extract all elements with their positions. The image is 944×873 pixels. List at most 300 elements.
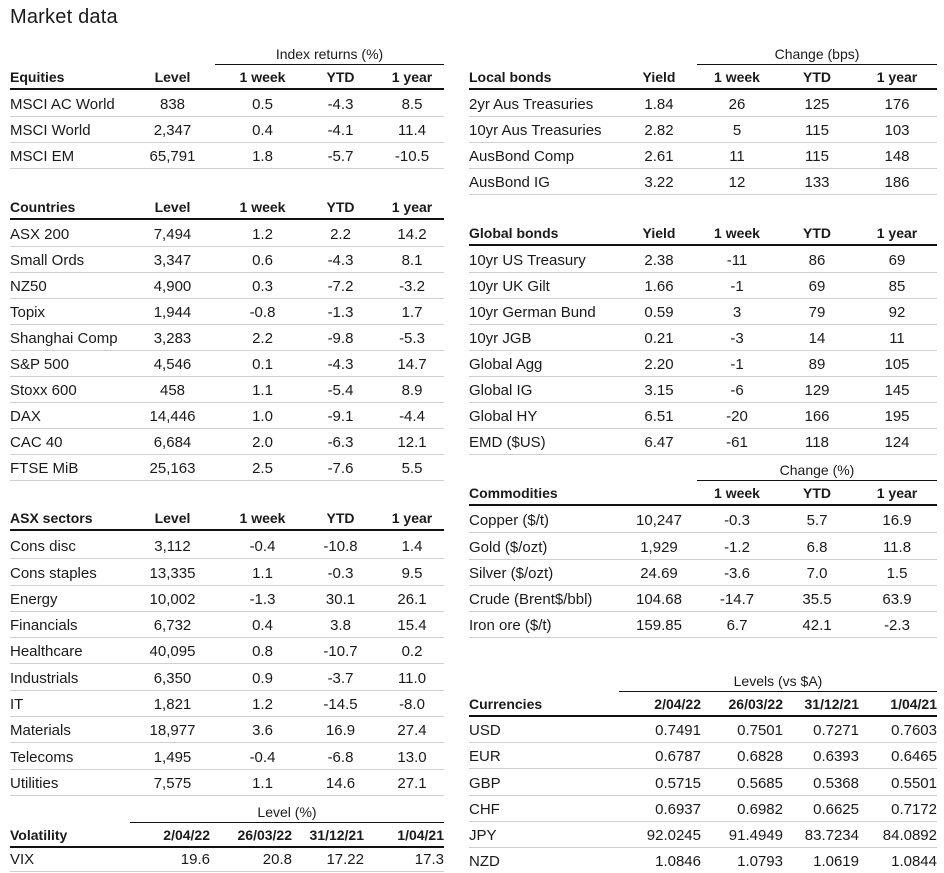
column-header [619, 482, 699, 504]
table-row [469, 143, 937, 169]
table-cell: 0.6625 [813, 800, 859, 818]
column-group-label: Level (%) [130, 803, 444, 823]
row-label: IT [10, 696, 24, 714]
table-cell: 30.1 [325, 590, 356, 608]
table-cell: 25,163 [149, 460, 196, 477]
table-cell: 0.1 [252, 356, 273, 373]
table-row [10, 221, 444, 247]
table-cell: -4.3 [327, 252, 354, 269]
table-row [469, 533, 937, 559]
table-cell: -1 [730, 278, 744, 295]
row-label: EUR [469, 748, 501, 766]
column-group-label: Levels (vs $A) [619, 672, 937, 692]
table-cell: 3,347 [153, 252, 192, 269]
table-cell: 3.22 [644, 174, 674, 191]
table-cell: 125 [804, 96, 830, 113]
table-cell: 11 [729, 148, 745, 165]
table-cell: 65,791 [149, 148, 196, 165]
table-row [10, 429, 444, 455]
table-cell: 27.1 [397, 774, 427, 792]
table-row [10, 299, 444, 325]
table-header [10, 824, 444, 848]
table-cell: 1.66 [644, 278, 674, 295]
table-cell: 92.0245 [646, 826, 701, 844]
table-cell: 20.8 [262, 851, 292, 868]
column-header: 1 year [391, 510, 433, 526]
table-row [10, 117, 444, 143]
table-cell: 7,575 [153, 774, 192, 792]
section-title: Global bonds [469, 225, 559, 241]
table-cell: 104.68 [636, 591, 682, 609]
column-header: 2/04/22 [163, 827, 210, 843]
row-label: Gold ($/ozt) [469, 538, 548, 556]
table-cell: -3.6 [724, 564, 750, 582]
row-label: CAC 40 [10, 434, 63, 451]
column-header: 1 week [239, 510, 286, 526]
table-cell: 103 [884, 122, 910, 139]
table-cell: 0.5715 [655, 774, 701, 792]
table-cell: -4.4 [399, 408, 425, 425]
column-group-label: Index returns (%) [215, 45, 444, 65]
table-cell: 0.5501 [891, 774, 937, 792]
table-row [469, 507, 937, 533]
table-cell: 145 [884, 382, 910, 399]
table-row [469, 822, 937, 848]
column-header: YTD [803, 485, 831, 501]
table-row [469, 743, 937, 769]
row-label: 10yr JGB [469, 330, 532, 347]
section-title: ASX sectors [10, 510, 93, 526]
column-header: 2/04/22 [654, 696, 701, 712]
table-cell: 17.22 [326, 851, 364, 868]
row-label: Cons staples [10, 564, 97, 582]
table-cell: 11.8 [882, 538, 912, 556]
table-cell: 115 [805, 122, 829, 139]
table-cell: 195 [884, 408, 910, 425]
table-cell: -14.5 [323, 696, 358, 714]
table-row [10, 559, 444, 585]
table-cell: -0.3 [724, 512, 750, 530]
table-cell: 24.69 [640, 564, 678, 582]
table-cell: 14.7 [397, 356, 427, 373]
table-cell: 16.9 [882, 512, 912, 530]
table-cell: 26.1 [397, 590, 427, 608]
table-cell: -10.8 [323, 538, 358, 556]
table-cell: 838 [159, 96, 186, 113]
column-header: YTD [326, 69, 355, 85]
table-cell: 85 [888, 278, 906, 295]
table-cell: 1.0 [252, 408, 273, 425]
table-cell: 11.0 [397, 669, 427, 687]
table-cell: -6 [730, 382, 744, 399]
table-cell: 1,944 [153, 304, 192, 321]
row-label: Copper ($/t) [469, 512, 550, 530]
row-label: DAX [10, 408, 41, 425]
table-cell: 3,283 [153, 330, 192, 347]
row-label: MSCI EM [10, 148, 75, 165]
table-cell: 1.7 [401, 304, 423, 321]
table-cell: 6.7 [726, 617, 748, 635]
table-cell: 1.0846 [655, 853, 701, 871]
table-cell: 186 [884, 174, 910, 191]
table-cell: 13,335 [149, 564, 196, 582]
table-cell: 2.5 [252, 460, 273, 477]
table-row [10, 143, 444, 169]
table-cell: 0.8 [252, 643, 273, 661]
row-label: GBP [469, 774, 501, 792]
table-row [469, 117, 937, 143]
table-cell: 11 [889, 330, 905, 347]
table-header [469, 482, 937, 506]
table-row [469, 796, 937, 822]
table-cell: -3.7 [327, 669, 354, 687]
column-group-label: Change (bps) [697, 45, 937, 65]
table-cell: -1.3 [249, 590, 276, 608]
table-cell: -9.8 [327, 330, 354, 347]
table-row [10, 533, 444, 559]
row-label: Materials [10, 722, 71, 740]
table-cell: 26 [728, 96, 746, 113]
column-header: 1 year [876, 225, 918, 241]
table-cell: -8.0 [399, 696, 425, 714]
table-cell: 92 [888, 304, 906, 321]
table-cell: -6.8 [327, 748, 354, 766]
table-cell: 6.47 [644, 434, 674, 451]
table-row [469, 586, 937, 612]
row-label: JPY [469, 826, 497, 844]
table-cell: 79 [808, 304, 826, 321]
table-row [469, 299, 937, 325]
table-cell: 11.4 [397, 122, 427, 139]
table-row [469, 403, 937, 429]
table-cell: 0.5685 [737, 774, 783, 792]
section-title: Countries [10, 199, 76, 215]
table-row [10, 455, 444, 481]
table-cell: 0.4 [252, 122, 273, 139]
row-label: Industrials [10, 669, 79, 687]
column-header: Level [154, 510, 191, 526]
table-cell: -5.7 [327, 148, 354, 165]
table-cell: 6,350 [153, 669, 192, 687]
row-label: Cons disc [10, 538, 76, 556]
table-cell: 458 [159, 382, 186, 399]
row-label: Financials [10, 617, 78, 635]
table-cell: 14 [808, 330, 826, 347]
table-cell: 16.9 [325, 722, 356, 740]
row-label: 10yr UK Gilt [469, 278, 550, 295]
table-row [469, 169, 937, 195]
table-header [10, 66, 444, 90]
table-row [10, 638, 444, 664]
row-label: Small Ords [10, 252, 85, 269]
row-label: 10yr Aus Treasuries [469, 122, 602, 139]
table-row [10, 770, 444, 796]
column-header: 1 year [876, 485, 918, 501]
row-label: Healthcare [10, 643, 83, 661]
row-label: EMD ($US) [469, 434, 546, 451]
column-header: Level [154, 69, 191, 85]
table-cell: 0.3 [252, 278, 273, 295]
table-cell: 83.7234 [804, 826, 859, 844]
table-cell: 2.61 [644, 148, 674, 165]
table-row [469, 273, 937, 299]
table-cell: -7.2 [327, 278, 354, 295]
table-cell: -10.7 [323, 643, 358, 661]
table-cell: -2.3 [884, 617, 910, 635]
table-cell: 166 [804, 408, 830, 425]
table-row [469, 848, 937, 873]
table-cell: 0.2 [401, 643, 423, 661]
table-cell: 8.1 [401, 252, 423, 269]
table-row [10, 273, 444, 299]
table-cell: 0.6465 [891, 748, 937, 766]
table-cell: 6,684 [153, 434, 192, 451]
table-cell: 2,347 [153, 122, 192, 139]
table-cell: -1.2 [724, 538, 750, 556]
table-row [10, 325, 444, 351]
row-label: NZ50 [10, 278, 47, 295]
table-cell: 0.5 [252, 96, 273, 113]
table-cell: 1.2 [252, 696, 273, 714]
row-label: Iron ore ($/t) [469, 617, 552, 635]
table-cell: 91.4949 [728, 826, 783, 844]
table-cell: 0.5368 [813, 774, 859, 792]
table-cell: 1.2 [252, 226, 273, 243]
table-cell: 3.8 [330, 617, 351, 635]
row-label: MSCI AC World [10, 96, 115, 113]
table-row [469, 247, 937, 273]
row-label: Silver ($/ozt) [469, 564, 554, 582]
table-cell: 0.6828 [737, 748, 783, 766]
table-cell: 2.20 [644, 356, 674, 373]
column-group-label: Change (%) [697, 461, 937, 481]
table-cell: 42.1 [802, 617, 832, 635]
row-label: VIX [10, 851, 35, 868]
table-row [10, 377, 444, 403]
table-cell: 133 [804, 174, 830, 191]
table-cell: 3,112 [154, 538, 191, 556]
table-row [10, 717, 444, 743]
table-row [469, 560, 937, 586]
table-cell: -61 [726, 434, 748, 451]
section-title: Local bonds [469, 69, 552, 85]
table-row [10, 743, 444, 769]
table-cell: 84.0892 [882, 826, 937, 844]
table-cell: 10,002 [149, 590, 196, 608]
table-cell: 0.6393 [813, 748, 859, 766]
table-cell: -10.5 [394, 148, 430, 165]
section-title: Currencies [469, 696, 543, 712]
table-cell: 19.6 [180, 851, 210, 868]
table-cell: 3 [732, 304, 742, 321]
table-row [10, 665, 444, 691]
table-cell: 86 [808, 252, 826, 269]
table-cell: 105 [884, 356, 910, 373]
column-header: 1 week [714, 69, 760, 85]
table-cell: 0.7491 [655, 722, 701, 740]
table-row [10, 91, 444, 117]
table-cell: 124 [884, 434, 910, 451]
column-header: 1 year [876, 69, 918, 85]
column-header: Yield [642, 69, 676, 85]
table-cell: 12 [728, 174, 746, 191]
table-header [469, 693, 937, 717]
row-label: Utilities [10, 774, 59, 792]
column-header: YTD [803, 69, 831, 85]
table-row [469, 717, 937, 743]
table-row [469, 325, 937, 351]
table-row [469, 769, 937, 795]
table-row [469, 91, 937, 117]
table-cell: 148 [884, 148, 910, 165]
column-header: 26/03/22 [237, 827, 292, 843]
row-label: Stoxx 600 [10, 382, 77, 399]
row-label: CHF [469, 800, 500, 818]
table-header [10, 507, 444, 531]
row-label: 10yr German Bund [469, 304, 596, 321]
table-row [10, 691, 444, 717]
table-row [469, 612, 937, 638]
table-cell: 7,494 [153, 226, 192, 243]
table-cell: 14,446 [149, 408, 196, 425]
row-label: Global HY [469, 408, 538, 425]
table-cell: 69 [888, 252, 906, 269]
table-cell: 15.4 [397, 617, 427, 635]
table-row [10, 247, 444, 273]
table-cell: 2.2 [252, 330, 273, 347]
table-cell: 0.7271 [813, 722, 859, 740]
row-label: Global IG [469, 382, 533, 399]
table-row [10, 351, 444, 377]
table-cell: 0.21 [644, 330, 674, 347]
table-cell: 9.5 [401, 564, 423, 582]
table-cell: 14.2 [397, 226, 427, 243]
table-cell: 1.84 [644, 96, 674, 113]
table-cell: 159.85 [636, 617, 682, 635]
table-cell: -5.3 [399, 330, 425, 347]
table-cell: 7.0 [806, 564, 828, 582]
table-cell: 4,900 [153, 278, 192, 295]
table-cell: 69 [808, 278, 826, 295]
section-title: Commodities [469, 485, 558, 501]
table-cell: 27.4 [397, 722, 427, 740]
table-row [10, 403, 444, 429]
table-cell: 40,095 [149, 643, 196, 661]
table-cell: 0.6787 [655, 748, 701, 766]
table-cell: 4,546 [153, 356, 192, 373]
table-cell: -7.6 [327, 460, 354, 477]
row-label: 2yr Aus Treasuries [469, 96, 594, 113]
table-header [10, 196, 444, 220]
table-cell: 1.0619 [813, 853, 859, 871]
table-cell: -6.3 [327, 434, 354, 451]
table-cell: 1,495 [153, 748, 192, 766]
row-label: Topix [10, 304, 46, 321]
table-cell: 89 [808, 356, 826, 373]
row-label: Crude (Brent$/bbl) [469, 591, 593, 609]
table-cell: 8.5 [401, 96, 423, 113]
table-cell: -4.1 [327, 122, 354, 139]
row-label: ASX 200 [10, 226, 70, 243]
column-header: YTD [326, 199, 355, 215]
row-label: Global Agg [469, 356, 543, 373]
table-cell: 0.6937 [655, 800, 701, 818]
table-header [469, 222, 937, 246]
table-cell: 176 [884, 96, 910, 113]
table-cell: 1,929 [640, 538, 678, 556]
table-cell: 0.6 [252, 252, 273, 269]
column-header: 31/12/21 [804, 696, 859, 712]
row-label: AusBond Comp [469, 148, 575, 165]
table-row [469, 377, 937, 403]
table-cell: 35.5 [802, 591, 832, 609]
table-cell: 3.6 [252, 722, 273, 740]
column-header: 1/04/21 [397, 827, 444, 843]
table-cell: 0.6982 [737, 800, 783, 818]
row-label: Shanghai Comp [10, 330, 118, 347]
table-cell: 2.82 [644, 122, 674, 139]
table-row [10, 586, 444, 612]
table-cell: 6,732 [153, 617, 192, 635]
table-cell: 0.7172 [891, 800, 937, 818]
table-cell: -0.4 [249, 538, 276, 556]
column-header: YTD [803, 225, 831, 241]
table-cell: 6.8 [806, 538, 828, 556]
table-cell: 18,977 [149, 722, 196, 740]
table-cell: 6.51 [644, 408, 674, 425]
row-label: USD [469, 722, 501, 740]
table-cell: -4.3 [327, 96, 354, 113]
table-cell: 10,247 [636, 512, 682, 530]
row-label: Energy [10, 590, 58, 608]
table-cell: -20 [726, 408, 748, 425]
section-title: Equities [10, 69, 65, 85]
table-cell: 2.2 [330, 226, 351, 243]
row-label: Telecoms [10, 748, 74, 766]
table-row [469, 351, 937, 377]
table-cell: -9.1 [327, 408, 354, 425]
column-header: 1/04/21 [890, 696, 937, 712]
table-row [10, 848, 444, 872]
column-header: YTD [326, 510, 355, 526]
row-label: NZD [469, 853, 500, 871]
table-cell: 0.7501 [737, 722, 783, 740]
table-cell: 1.0844 [891, 853, 937, 871]
column-header: Yield [642, 225, 676, 241]
table-cell: 0.7603 [891, 722, 937, 740]
table-cell: 1.1 [252, 564, 273, 582]
table-cell: 0.9 [252, 669, 273, 687]
table-cell: 1.1 [252, 774, 273, 792]
column-header: 1 week [714, 225, 760, 241]
table-cell: 8.9 [401, 382, 423, 399]
table-cell: 1.4 [401, 538, 423, 556]
table-cell: 3.15 [644, 382, 674, 399]
table-cell: 17.3 [414, 851, 444, 868]
column-header: 1 week [239, 199, 286, 215]
table-cell: 118 [805, 434, 829, 451]
table-cell: -0.3 [327, 564, 354, 582]
table-cell: 5.7 [806, 512, 828, 530]
table-cell: -0.4 [249, 748, 276, 766]
column-header: Level [154, 199, 191, 215]
column-header: 1 week [239, 69, 286, 85]
table-cell: 0.4 [252, 617, 273, 635]
column-header: 26/03/22 [728, 696, 783, 712]
table-cell: 63.9 [882, 591, 912, 609]
column-header: 31/12/21 [309, 827, 364, 843]
row-label: 10yr US Treasury [469, 252, 586, 269]
